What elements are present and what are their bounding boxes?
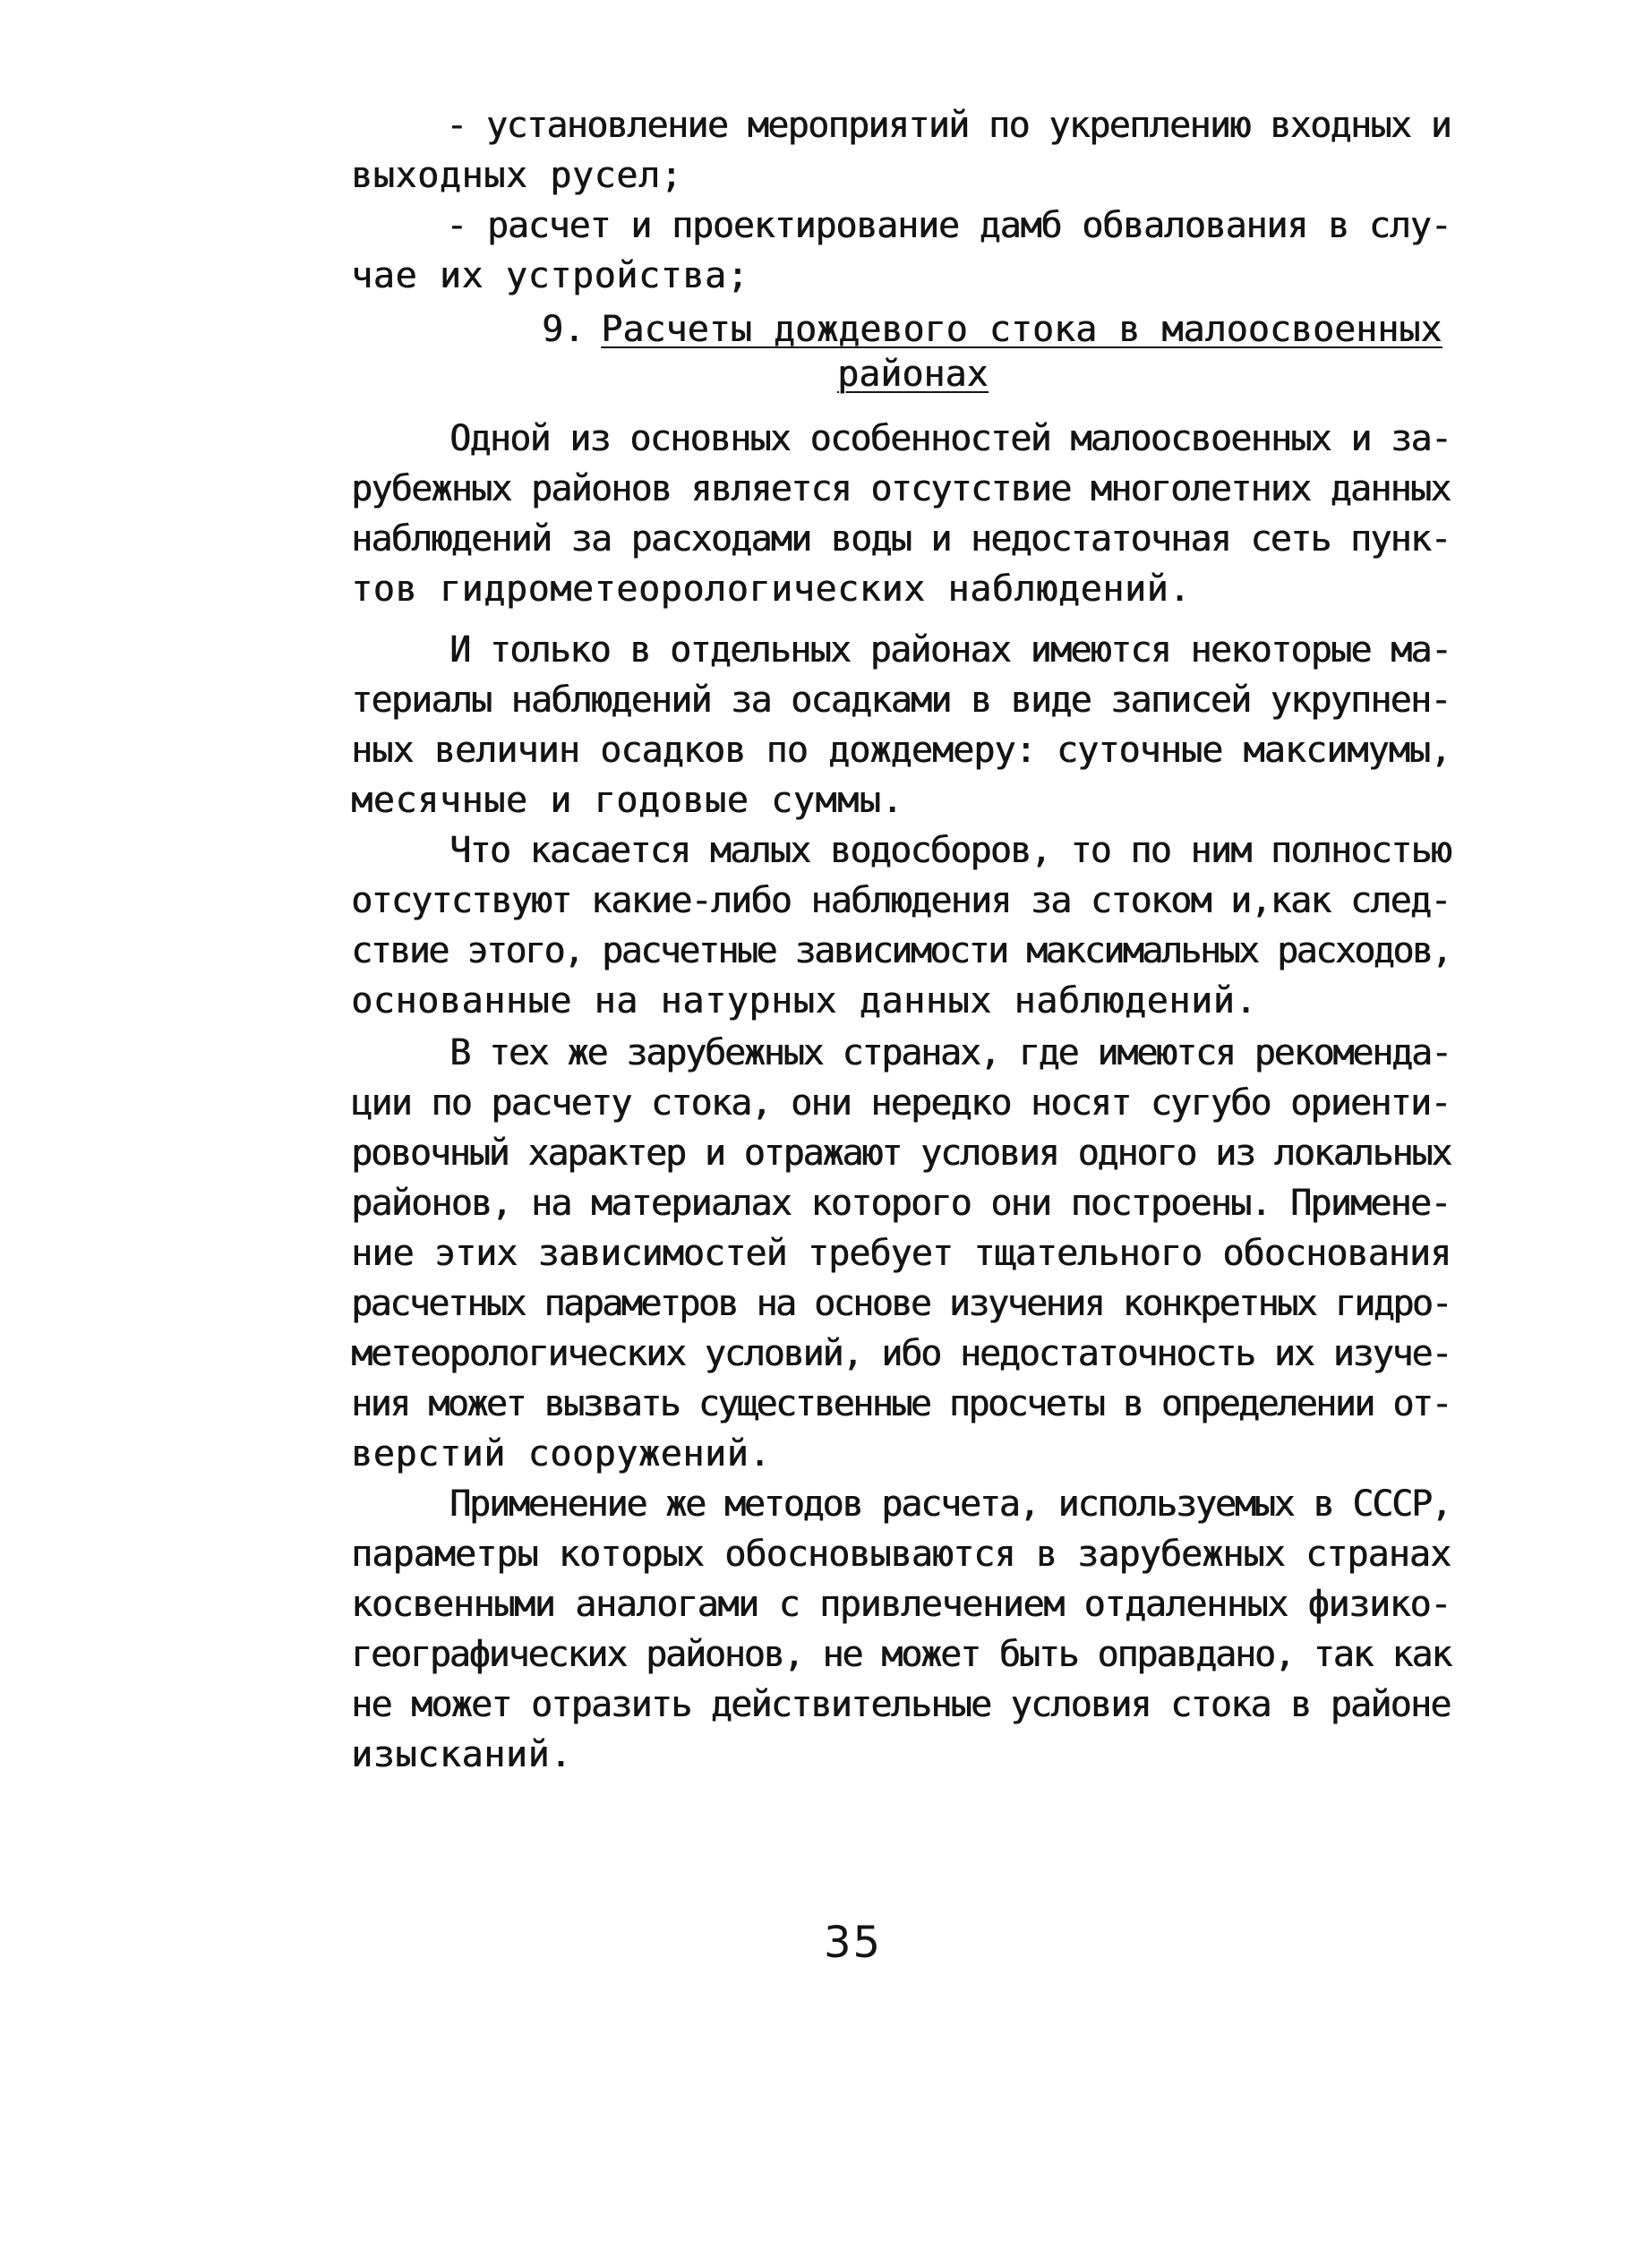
p4-line-3: ровочный характер и отражают условия одного из локальных xyxy=(351,1133,1451,1174)
p1-line-1: Одной из основных особенностей малоосвоенных и за- xyxy=(449,418,1451,459)
p5-line-4: географических районов, не может быть оправдано, так как xyxy=(351,1634,1451,1675)
p2-line-2: териалы наблюдений за осадками в виде записей укрупнен- xyxy=(351,680,1451,721)
p3-line-1: Что касается малых водосборов, то по ним полностью xyxy=(449,830,1451,871)
p1-line-4: тов гидрометеорологических наблюдений. xyxy=(351,569,1191,610)
intro-line-2: выходных русел; xyxy=(351,155,683,196)
p4-line-9: верстий сооружений. xyxy=(351,1433,771,1475)
p3-line-3: ствие этого, расчетные зависимости максимальных расходов, xyxy=(351,930,1451,971)
section-number: 9. xyxy=(542,309,586,350)
intro-line-4: чае их устройства; xyxy=(351,255,749,296)
section-title-line-2: районах xyxy=(837,354,989,395)
intro-line-3: - расчет и проектирование дамб обвалования в слу- xyxy=(446,205,1451,246)
p5-line-6: изысканий. xyxy=(351,1734,572,1775)
p5-line-3: косвенными аналогами с привлечением отдаленных физико- xyxy=(351,1584,1451,1625)
p4-line-6: расчетных параметров на основе изучения конкретных гидро- xyxy=(351,1283,1451,1324)
page-number: 35 xyxy=(824,1918,883,1968)
p5-line-5: не может отразить действительные условия стока в районе xyxy=(351,1684,1451,1725)
p4-line-8: ния может вызвать существенные просчеты в определении от- xyxy=(351,1383,1451,1424)
p2-line-1: И только в отдельных районах имеются некоторые ма- xyxy=(449,629,1451,671)
section-heading xyxy=(542,304,1442,355)
p5-line-2: параметры которых обосновываются в зарубежных странах xyxy=(351,1534,1451,1575)
p3-line-4: основанные на натурных данных наблюдений. xyxy=(351,980,1257,1022)
p2-line-4: месячные и годовые суммы. xyxy=(351,780,904,821)
p4-line-4: районов, на материалах которого они построены. Примене- xyxy=(351,1183,1451,1224)
p4-line-2: ции по расчету стока, они нередко носят сугубо ориенти- xyxy=(351,1082,1451,1124)
intro-line-1: - установление мероприятий по укреплению входных и xyxy=(446,105,1451,146)
section-title-line-1: Расчеты дождевого стока в малоосвоенных xyxy=(601,309,1442,350)
p1-line-2: рубежных районов является отсутствие многолетних данных xyxy=(351,468,1451,509)
p1-line-3: наблюдений за расходами воды и недостаточная сеть пунк- xyxy=(351,518,1451,560)
p4-line-1: В тех же зарубежных странах, где имеются рекоменда- xyxy=(449,1032,1451,1073)
p5-line-1: Применение же методов расчета, используемых в СССР, xyxy=(449,1483,1451,1525)
p2-line-3: ных величин осадков по дождемеру: суточные максимумы, xyxy=(351,730,1451,771)
p3-line-2: отсутствуют какие-либо наблюдения за стоком и,как след- xyxy=(351,880,1451,921)
p4-line-7: метеорологических условий, ибо недостаточность их изуче- xyxy=(351,1333,1451,1374)
p4-line-5: ние этих зависимостей требует тщательного обоснования xyxy=(351,1233,1451,1274)
